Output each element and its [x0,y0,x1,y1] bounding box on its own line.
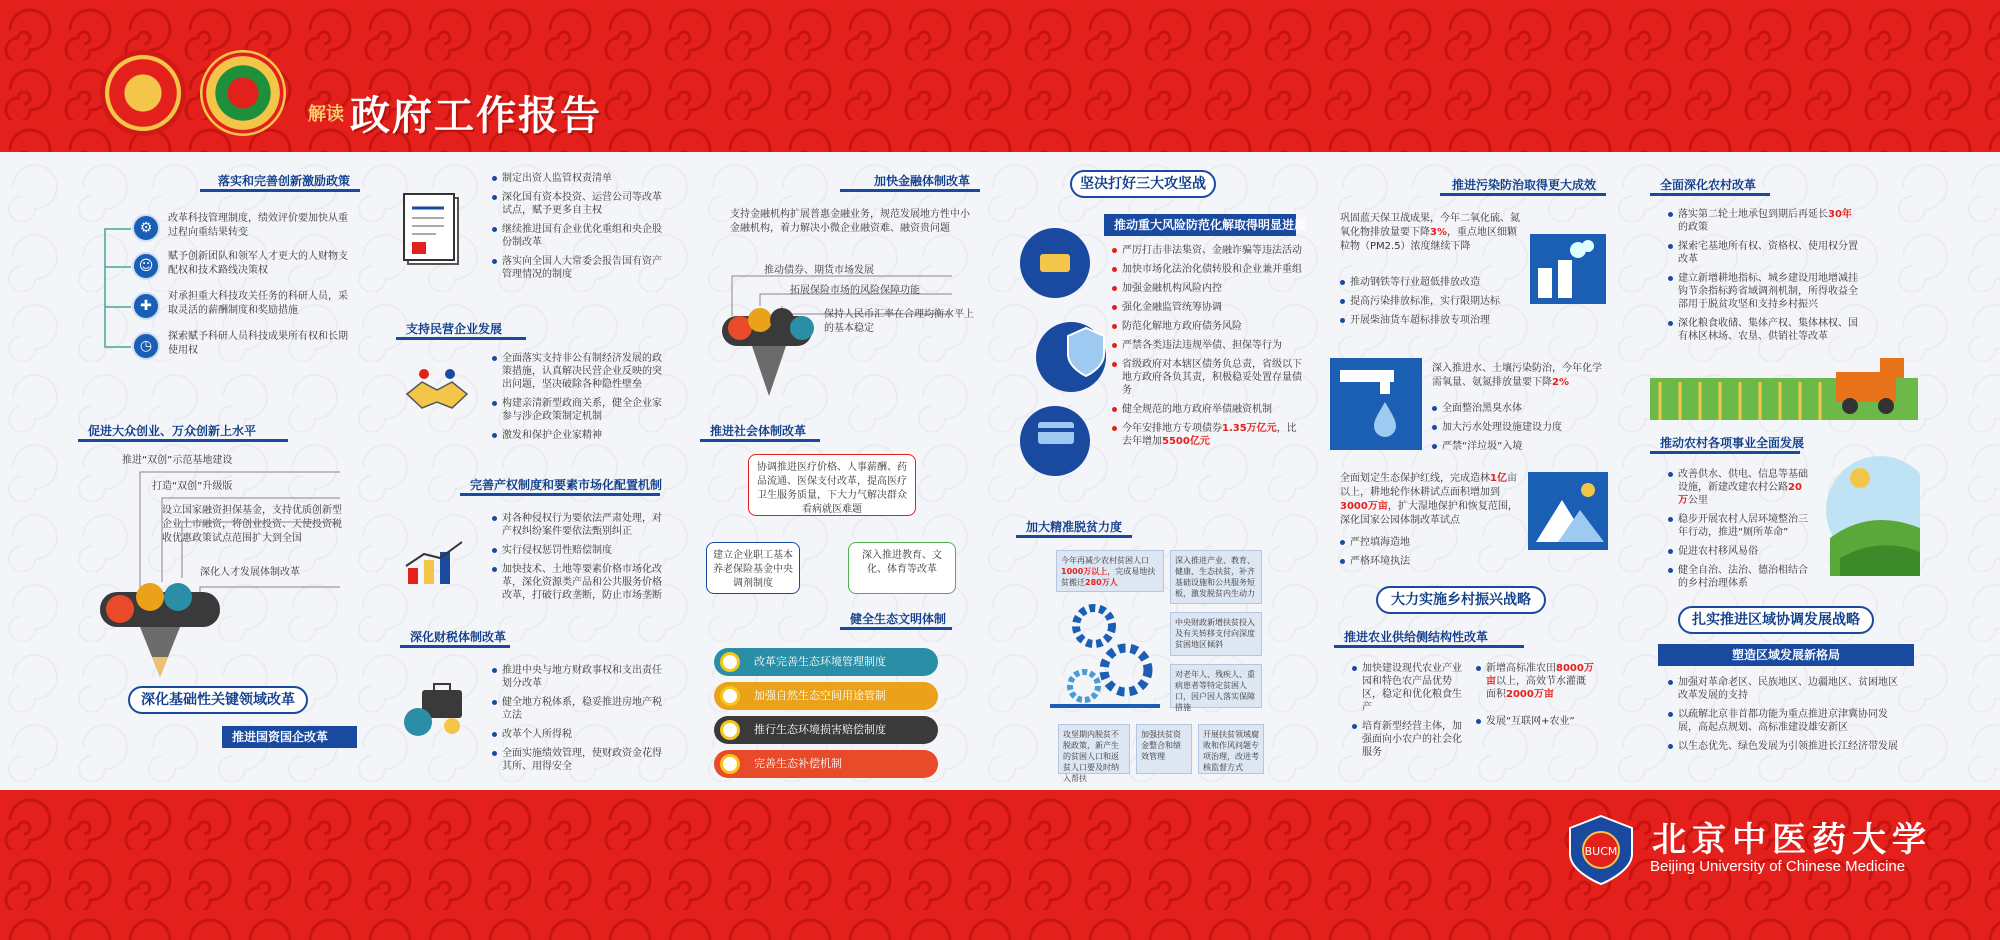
regional-list [1668,676,1904,759]
dev-item-1 [1668,468,1808,507]
header-subtitle: 解读 [308,104,344,125]
section-header-risk-prevention: 推动重大风险防范化解取得明显进展 [1104,214,1296,236]
land-years: 30年 [1828,209,1852,220]
agri-list-left [1352,662,1470,765]
box-education-culture: 深入推进教育、文化、体育等改革 [848,542,956,594]
private-enterprise-list [492,352,662,448]
property-item-3: 加快技术、土地等要素价格市场化改革，深化资源类产品和公共服务价格改革，打破行政垄断，防止市场垄断 [492,563,662,602]
eco-protection-text [1340,472,1520,528]
pill-basic-reform: 深化基础性关键领域改革 [128,686,308,714]
air-percent: 3% [1430,227,1447,238]
eco-label-4: 完善生态补偿机制 [754,757,842,770]
rural-development-list [1668,468,1808,596]
financial-branch-2: 拓展保险市场的风险保障功能 [790,285,920,296]
factory-icon [1530,234,1606,304]
bond-increase: 5500亿元 [1162,436,1210,447]
risk-item-1: 严厉打击非法集资、金融诈骗等违法活动 [1112,244,1302,257]
water-tap-icon [1330,358,1422,450]
eco-item-1: 严控填海造地 [1340,536,1510,549]
air-text [1340,212,1520,254]
soe-item-1: 制定出资人监管权责清单 [492,172,662,185]
poverty-box-1: 深入推进产业、教育、健康、生态扶贫，补齐基础设施和公共服务短板，激发脱贫内生动力 [1170,550,1262,604]
eco-text-pre: 全面划定生态保护红线，完成造林 [1340,473,1490,484]
dev-item-4: 健全自治、法治、德治相结合的乡村治理体系 [1668,564,1808,590]
growth-chart-icon [402,538,472,588]
innovation-item-2: 赋予创新团队和领军人才更大的人财物支配权和技术路线决策权 [168,251,348,276]
eco-num-1: 1亿 [1490,473,1507,484]
risk-item-8: 健全规范的地方政府举债融资机制 [1112,403,1302,416]
poverty-text-mid: ，完成易地扶贫搬迁 [1061,567,1156,587]
poverty-num-2: 280万人 [1085,578,1118,587]
rural-item-2: 探索宅基地所有权、资格权、使用权分置改革 [1668,240,1858,266]
property-item-2: 实行侵权惩罚性赔偿制度 [492,544,662,557]
air-item-3: 开展柴油货车超标排放专项治理 [1340,314,1530,327]
private-item-2: 构建亲清新型政商关系，健全企业家参与涉企政策制定机制 [492,397,662,423]
road-km: 20万 [1678,482,1802,506]
poverty-box-6: 开展扶贫领域腐败和作风问题专项治理，改进考核监督方式 [1198,724,1264,774]
regional-item-2: 以疏解北京非首都功能为重点推进京津冀协同发展，高起点规划、高标准建设雄安新区 [1668,708,1904,734]
eco-bar-3 [714,716,938,744]
eco-num-2: 3000万亩 [1340,501,1388,512]
section-header-poverty: 加大精准脱贫力度 [1016,516,1132,538]
eco-label-2: 加强自然生态空间用途管制 [754,689,886,702]
water-item-3: 严禁“洋垃圾”入境 [1432,440,1602,453]
person-icon: ⚙ [132,214,160,242]
document-icon [400,192,470,272]
national-emblem-icon [100,50,186,136]
risk-item-6: 严禁各类违法违规举债、担保等行为 [1112,339,1302,352]
page-title: 政府工作报告 [350,92,602,139]
section-header-social-reform: 推进社会体制改革 [700,420,820,442]
financial-intro: 支持金融机构扩展普惠金融业务，规范发展地方性中小金融机构，着力解决小微企业融资难、融资贵问题 [730,209,970,234]
eco-label-1: 改革完善生态环境管理制度 [754,655,886,668]
agri-list-right [1476,662,1594,734]
risk-icons-overlay [1020,228,1110,478]
clock-icon: ◷ [132,332,160,360]
section-header-pollution: 推进污染防治取得更大成效 [1440,174,1606,196]
eco-text-post: ，扩大湿地保护和恢复范围，深化国家公园体制改革试点 [1340,501,1518,526]
poverty-text-pre: 今年再减少农村贫困人口 [1061,556,1149,565]
water-item-2: 加大污水处理设施建设力度 [1432,421,1602,434]
land-text-pre: 落实第二轮土地承包到期后再延长 [1678,209,1828,220]
innovation-item-4: 探索赋予科研人员科技成果所有权和长期使用权 [168,331,348,356]
pencil-tree-graphic [90,452,350,682]
eco-dot-icon [720,720,740,740]
fiscal-item-3: 改革个人所得税 [492,728,662,741]
university-name-en: Beijing University of Chinese Medicine [1650,858,1906,875]
fiscal-item-2: 健全地方税体系，稳妥推进房地产税立法 [492,696,662,722]
farm-text-pre: 新增高标准农田 [1486,663,1556,674]
property-item-1: 对各种侵权行为要依法严肃处理，对产权纠纷案件要依法甄别纠正 [492,512,662,538]
university-name: 北京中医药大学 [1652,820,1932,860]
innovation-item-1: 改革科技管理制度，绩效评价要加快从重过程向重结果转变 [168,213,348,238]
eco-bar-4 [714,750,938,778]
globe-briefcase-icon [400,680,470,740]
handshake-icon [402,364,472,424]
private-item-1: 全面落实支持非公有制经济发展的政策措施，认真解决民营企业反映的突出问题，坚决破除各种隐性壁垒 [492,352,662,391]
research-icon: ✚ [132,292,160,320]
section-header-fiscal-reform: 深化财税体制改革 [400,626,510,648]
connector-lines [85,227,135,357]
agri-item-4: 发展“互联网+农业” [1476,715,1594,728]
farm-field-illustration [1650,348,1918,420]
poverty-box-2: 中央财政新增扶贫投入及有关转移支付向深度贫困地区倾斜 [1170,612,1262,656]
risk-item-7: 省级政府对本辖区债务负总责，省级以下地方政府各负其责，积极稳妥处置存量债务 [1112,358,1302,397]
poverty-goal-box [1056,550,1164,592]
mountain-icon [1528,472,1608,550]
rural-item-3: 建立新增耕地指标、城乡建设用地增减挂钩节余指标跨省域调剂机制，所得收益全部用于脱贫攻坚和支持乡村振兴 [1668,272,1858,311]
section-header-property-rights: 完善产权制度和要素市场化配置机制 [460,474,660,496]
risk-item-2: 加快市场化法治化债转股和企业兼并重组 [1112,263,1302,276]
financial-branch-1: 推动债券、期货市场发展 [764,265,874,276]
fiscal-item-1: 推进中央与地方财政事权和支出责任划分改革 [492,664,662,690]
bond-amount: 1.35万亿元 [1222,423,1277,434]
section-header-soe-reform: 推进国资国企改革 [222,726,357,748]
fiscal-item-4: 全面实施绩效管理，使财政资金花得其所、用得安全 [492,747,662,773]
risk-prevention-list [1112,244,1302,454]
risk-item-3: 加强金融机构风险内控 [1112,282,1302,295]
swirl-pattern [0,0,2000,152]
soe-item-4: 落实向全国人大常委会报告国有资产管理情况的制度 [492,255,662,281]
rural-reform-list [1668,208,1858,349]
section-header-financial-reform: 加快金融体制改革 [840,170,980,192]
regional-item-3: 以生态优先、绿色发展为引领推进长江经济带发展 [1668,740,1904,753]
soe-item-3: 继续推进国有企业优化重组和央企股份制改革 [492,223,662,249]
risk-item-9 [1112,422,1302,448]
air-text-pre: 巩固蓝天保卫战成果，今年二氧化硫、氮氧化物排放量要下降 [1340,213,1520,238]
terrace-field-illustration [1820,448,1920,576]
innovation-item-3: 对承担重大科技攻关任务的科研人员，采取灵活的薪酬制度和奖励措施 [168,291,348,316]
cppcc-emblem-icon [200,50,286,136]
land-text-post: 的政策 [1678,222,1708,233]
poverty-num-1: 1000万以上 [1061,567,1108,576]
eco-text-mid: 亩以上，耕地轮作休耕试点面积增加到 [1340,473,1517,498]
section-header-eco-civilization: 健全生态文明体制 [840,608,952,630]
financial-branch-3: 保持人民币汇率在合理均衡水平上的基本稳定 [824,309,974,334]
section-header-rural-reform: 全面深化农村改革 [1650,174,1770,196]
poverty-box-4: 攻坚期内脱贫不脱政策，新产生的贫困人口和返贫人口要及时纳入帮扶 [1058,724,1130,774]
gears-worker-icon [1046,600,1166,718]
water-text [1432,362,1602,390]
tree-item-1: 推进“双创”示范基地建设 [122,455,233,466]
eco-bar-1 [714,648,938,676]
dev-item-3: 促进农村移风易俗 [1668,545,1808,558]
farm-num-2: 2000万亩 [1506,689,1554,700]
team-icon: ☺ [132,252,160,280]
water-item-1: 全面整治黑臭水体 [1432,402,1602,415]
regional-item-1: 加强对革命老区、民族地区、边疆地区、贫困地区改革发展的支持 [1668,676,1904,702]
poverty-box-3: 对老年人、残疾人、重病患者等特定贫困人口，因户因人落实保障措施 [1170,664,1262,708]
water-percent: 2% [1552,377,1569,388]
risk-item-5: 防范化解地方政府债务风险 [1112,320,1302,333]
rural-item-1 [1668,208,1858,234]
eco-bar-2 [714,682,938,710]
private-item-3: 激发和保护企业家精神 [492,429,662,442]
pill-rural-revitalization: 大力实施乡村振兴战略 [1376,586,1546,614]
tree-item-4: 深化人才发展体制改革 [200,567,300,578]
property-rights-list [492,512,662,608]
road-text-pre: 改善供水、供电、信息等基础设施，新建改建农村公路 [1678,469,1808,493]
agri-item-1: 加快建设现代农业产业园和特色农产品优势区，稳定和优化粮食生产 [1352,662,1470,714]
air-item-1: 推动钢铁等行业超低排放改造 [1340,276,1530,289]
section-header-regional-pattern: 塑造区域发展新格局 [1658,644,1914,666]
agri-item-2: 培育新型经营主体，加强面向小农户的社会化服务 [1352,720,1470,759]
section-header-innovation-policy: 落实和完善创新激励政策 [200,170,360,192]
eco-label-3: 推行生态环境损害赔偿制度 [754,723,886,736]
tree-item-2: 打造“双创”升级版 [152,481,233,492]
university-logo-icon [1568,814,1634,886]
risk-item-4: 强化金融监管统筹协调 [1112,301,1302,314]
section-header-agri-reform: 推进农业供给侧结构性改革 [1334,626,1524,648]
bond-text-mid: ，比去年增加 [1122,423,1297,447]
pill-regional-development: 扎实推进区域协调发展战略 [1678,606,1874,634]
section-header-entrepreneurship: 促进大众创业、万众创新上水平 [78,420,288,442]
air-list [1340,276,1530,333]
eco-list [1340,536,1510,574]
agri-item-3 [1476,662,1594,701]
eco-dot-icon [720,754,740,774]
farm-text-mid: 以上，高效节水灌溉面积 [1486,676,1586,700]
box-medical-reform: 协调推进医疗价格、人事薪酬、药品流通、医保支付改革，提高医疗卫生服务质量，下大力气解决群众看病就医难题 [748,454,916,516]
soe-item-2: 深化国有资本投资、运营公司等改革试点，赋予更多自主权 [492,191,662,217]
water-list [1432,402,1602,459]
section-header-rural-development: 推动农村各项事业全面发展 [1650,432,1800,454]
box-pension-fund: 建立企业职工基本养老保险基金中央调剂制度 [706,542,800,594]
poverty-box-5: 加强扶贫资金整合和绩效管理 [1136,724,1192,774]
eco-dot-icon [720,652,740,672]
dev-item-2: 稳步开展农村人居环境整治三年行动，推进“厕所革命” [1668,513,1808,539]
pill-three-battles: 坚决打好三大攻坚战 [1070,170,1216,198]
section-header-private-enterprise: 支持民营企业发展 [396,318,526,340]
air-text-post: ，重点地区细颗粒物（PM2.5）浓度继续下降 [1340,227,1517,252]
rural-item-4: 深化粮食收储、集体产权、集体林权、国有林区林场、农垦、供销社等改革 [1668,317,1858,343]
road-text-post: 公里 [1688,495,1708,506]
eco-dot-icon [720,686,740,706]
eco-item-2: 严格环境执法 [1340,555,1510,568]
main-panel [0,152,2000,790]
air-item-2: 提高污染排放标准，实行限期达标 [1340,295,1530,308]
top-banner [0,0,2000,152]
tree-item-3: 设立国家融资担保基金，支持优质创新型企业上市融资，将创业投资、天使投资税收优惠政策试点范围扩大到全国 [162,505,342,544]
bond-text-pre: 今年安排地方专项债券 [1122,423,1222,434]
water-text-pre: 深入推进水、土壤污染防治，今年化学需氧量、氨氮排放量要下降 [1432,363,1602,388]
fiscal-reform-list [492,664,662,779]
soe-reform-list [492,172,662,287]
logo-text: BUCM [1584,845,1618,858]
farm-num-1: 8000万亩 [1486,663,1594,687]
